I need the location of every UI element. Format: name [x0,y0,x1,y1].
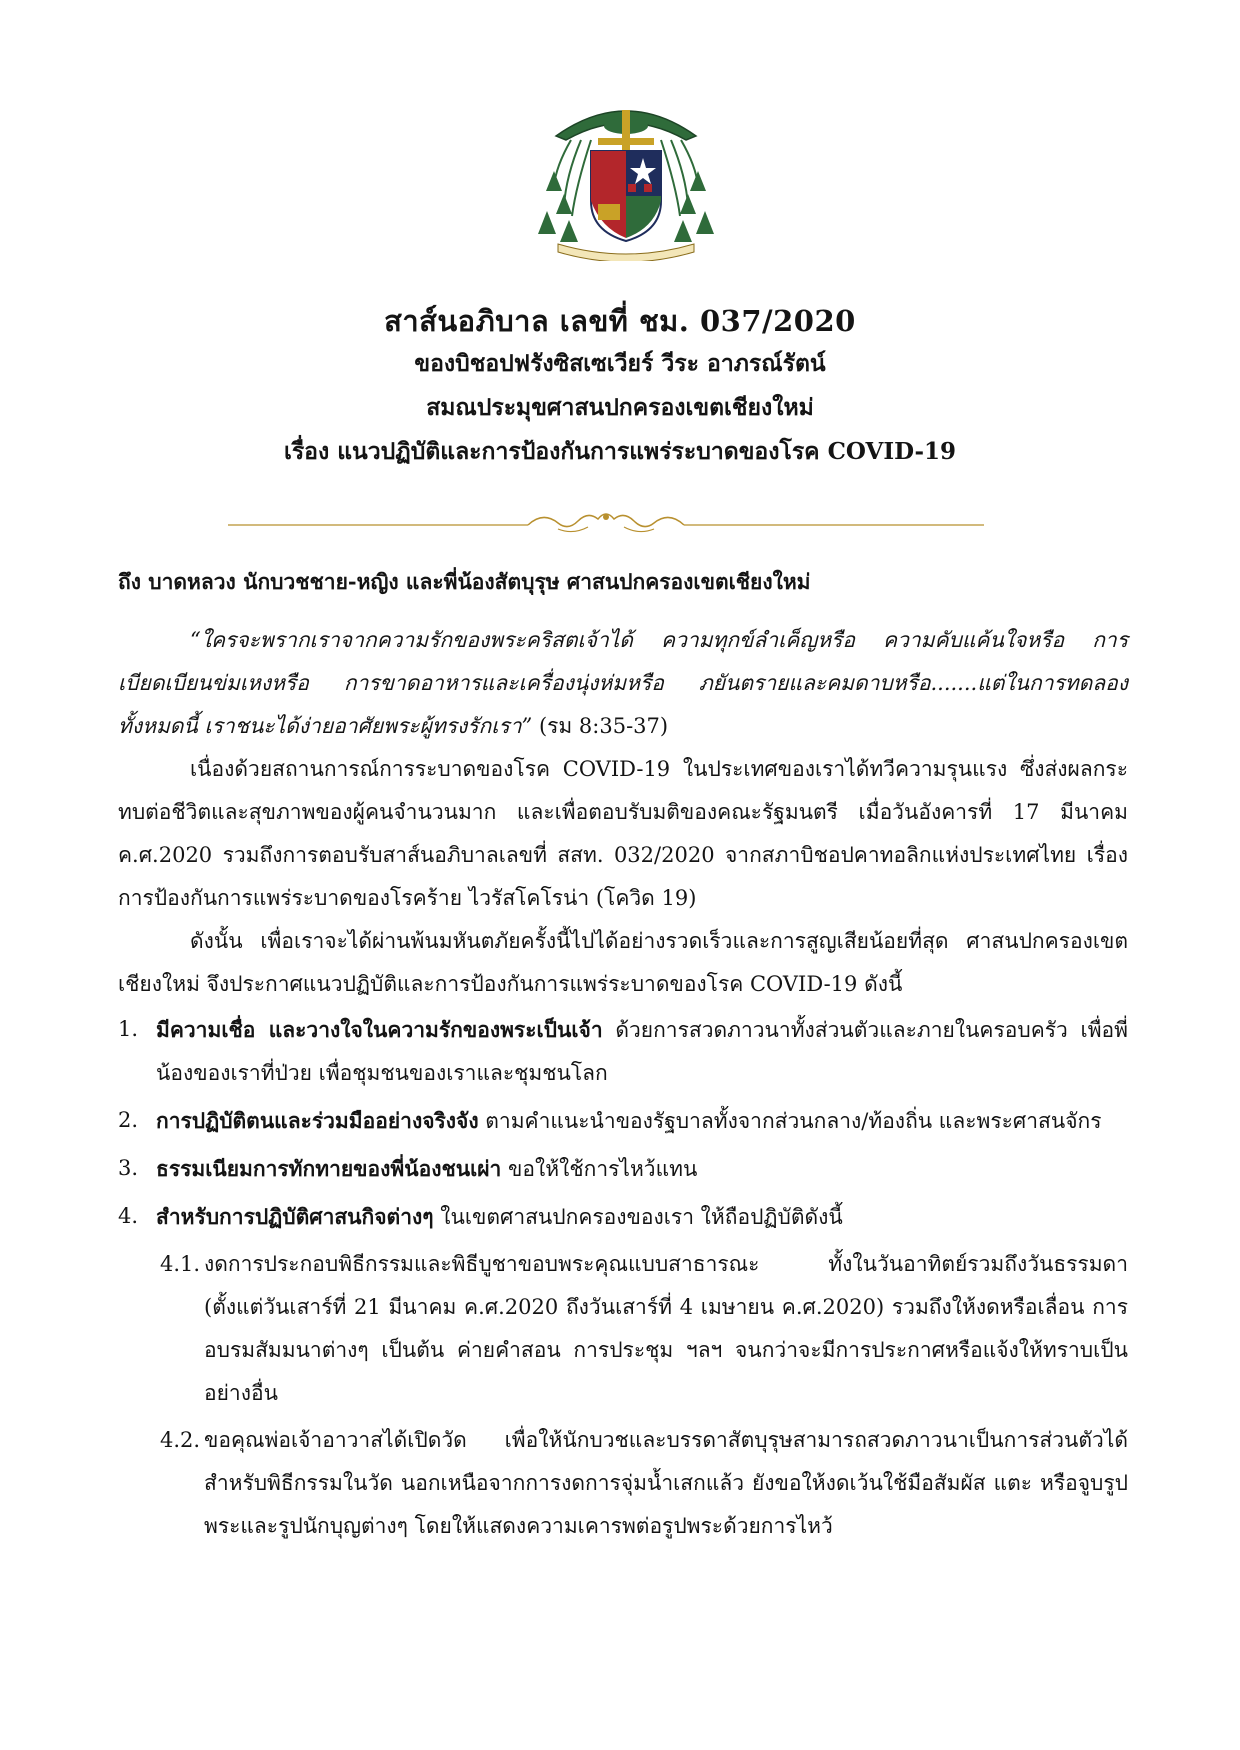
scripture-quote [118,619,1128,748]
list-heading: ธรรมเนียมการทักทายของพี่น้องชนเผ่า [156,1156,502,1181]
letter-header [0,300,1240,474]
sub-list-item [118,1419,1128,1548]
list-heading: มีความเชื่อ และวางใจในความรักของพระเป็นเจ้า [156,1017,603,1042]
list-text: ตามคำแนะนำของรัฐบาลทั้งจากส่วนกลาง/ท้องถิ่น และพระศาสนจักร [478,1109,1102,1133]
letter-body [118,560,1128,1552]
sub-list-text: ขอคุณพ่อเจ้าอาวาสได้เปิดวัด เพื่อให้นักบวชและบรรดาสัตบุรุษสามารถสวดภาวนาเป็นการส่วนตัวได้ สำหรับพิธีกรรมในวัด นอกเหนือจากการงดการจุ่มน้ำเสกแล้ว ยังขอให้งดเว้นใช้มือสัมผัส แตะ หรือจูบรูปพระและรูปนักบุญต่างๆ โดยให้แสดงความเคารพต่อรูปพระด้วยการไหว้ [204,1428,1128,1538]
letter-author: ของบิชอปฟรังซิสเซเวียร์ วีระ อาภรณ์รัตน์ [414,350,826,377]
list-item [118,1195,1128,1239]
list-item [118,1099,1128,1143]
coat-of-arms-icon [536,96,716,261]
letter-office: สมณประมุขศาสนปกครองเขตเชียงใหม่ [426,394,814,421]
list-number: 1. [118,1017,139,1041]
sub-list-number: 4.2. [160,1428,201,1452]
list-text: ขอให้ใช้การไหว้แทน [501,1157,698,1181]
divider-graphic [228,505,984,537]
letter-subject: เรื่อง แนวปฏิบัติและการป้องกันการแพร่ระบาดของโรค COVID-19 [283,438,957,465]
crest-graphic [536,96,716,261]
list-number: 4. [118,1204,139,1228]
sub-list-item [118,1243,1128,1415]
list-item [118,1147,1128,1191]
list-item [118,1008,1128,1095]
letter-title: สาส์นอภิบาล เลขที่ ชม. 037/2020 [384,304,856,338]
guideline-list [118,1008,1128,1239]
quote-text: “ใครจะพรากเราจากความรักของพระคริสตเจ้าได้ ความทุกข์ลำเค็ญหรือ ความคับแค้นใจหรือ การเบียดเบียนข่มเหงหรือ การขาดอาหารและเครื่องนุ่งห่มหรือ ภยันตรายและคมดาบหรือ.......แต่ในการทดลองทั้งหมดนี้ เราชนะได้ง่ายอาศัยพระผู้ทรงรักเรา” [118,628,1128,738]
salutation: ถึง บาดหลวง นักบวชชาย-หญิง และพี่น้องสัตบุรุษ ศาสนปกครองเขตเชียงใหม่ [118,569,811,594]
paragraph-announcement: ดังนั้น เพื่อเราจะได้ผ่านพ้นมหันตภัยครั้งนี้ไปได้อย่างรวดเร็วและการสูญเสียน้อยที่สุด ศาสนปกครองเขตเชียงใหม่ จึงประกาศแนวปฏิบัติและการป้องกันการแพร่ระบาดของโรค COVID-19 ดังนี้ [118,929,1128,996]
paragraph-context: เนื่องด้วยสถานการณ์การระบาดของโรค COVID-19 ในประเทศของเราได้ทวีความรุนแรง ซึ่งส่งผลกระทบต่อชีวิตและสุขภาพของผู้คนจำนวนมาก และเพื่อตอบรับมติของคณะรัฐมนตรี เมื่อวันอังคารที่ 17 มีนาคม ค.ศ.2020 รวมถึงการตอบรับสาส์นอภิบาลเลขที่ สสท. 032/2020 จากสภาบิชอปคาทอลิกแห่งประเทศไทย เรื่องการป้องกันการแพร่ระบาดของโรคร้าย ไวรัสโคโรน่า (โควิด 19) [118,757,1128,910]
sub-list-text: งดการประกอบพิธีกรรมและพิธีบูชาขอบพระคุณแบบสาธารณะ ทั้งในวันอาทิตย์รวมถึงวันธรรมดา (ตั้งแต่วันเสาร์ที่ 21 มีนาคม ค.ศ.2020 ถึงวันเสาร์ที่ 4 เมษายน ค.ศ.2020) รวมถึงให้งดหรือเลื่อน การอบรมสัมมนาต่างๆ เป็นต้น ค่ายคำสอน การประชุม ฯลฯ จนกว่าจะมีการประกาศหรือแจ้งให้ทราบเป็นอย่างอื่น [204,1252,1128,1405]
list-heading: การปฏิบัติตนและร่วมมืออย่างจริงจัง [156,1108,479,1133]
list-number: 2. [118,1108,139,1132]
list-number: 3. [118,1156,139,1180]
list-text: ในเขตศาสนปกครองของเรา ให้ถือปฏิบัติดังนี้ [433,1205,843,1229]
ornamental-divider-icon [228,505,984,537]
list-text: ด้วยการสวดภาวนาทั้งส่วนตัวและภายในครอบครัว เพื่อพี่น้องของเราที่ป่วย เพื่อชุมชนของเราและชุมชนโลก [156,1018,1129,1085]
sub-list-number: 4.1. [160,1252,201,1276]
quote-reference: (รม 8:35-37) [538,714,669,738]
list-heading: สำหรับการปฏิบัติศาสนกิจต่างๆ [156,1204,434,1229]
